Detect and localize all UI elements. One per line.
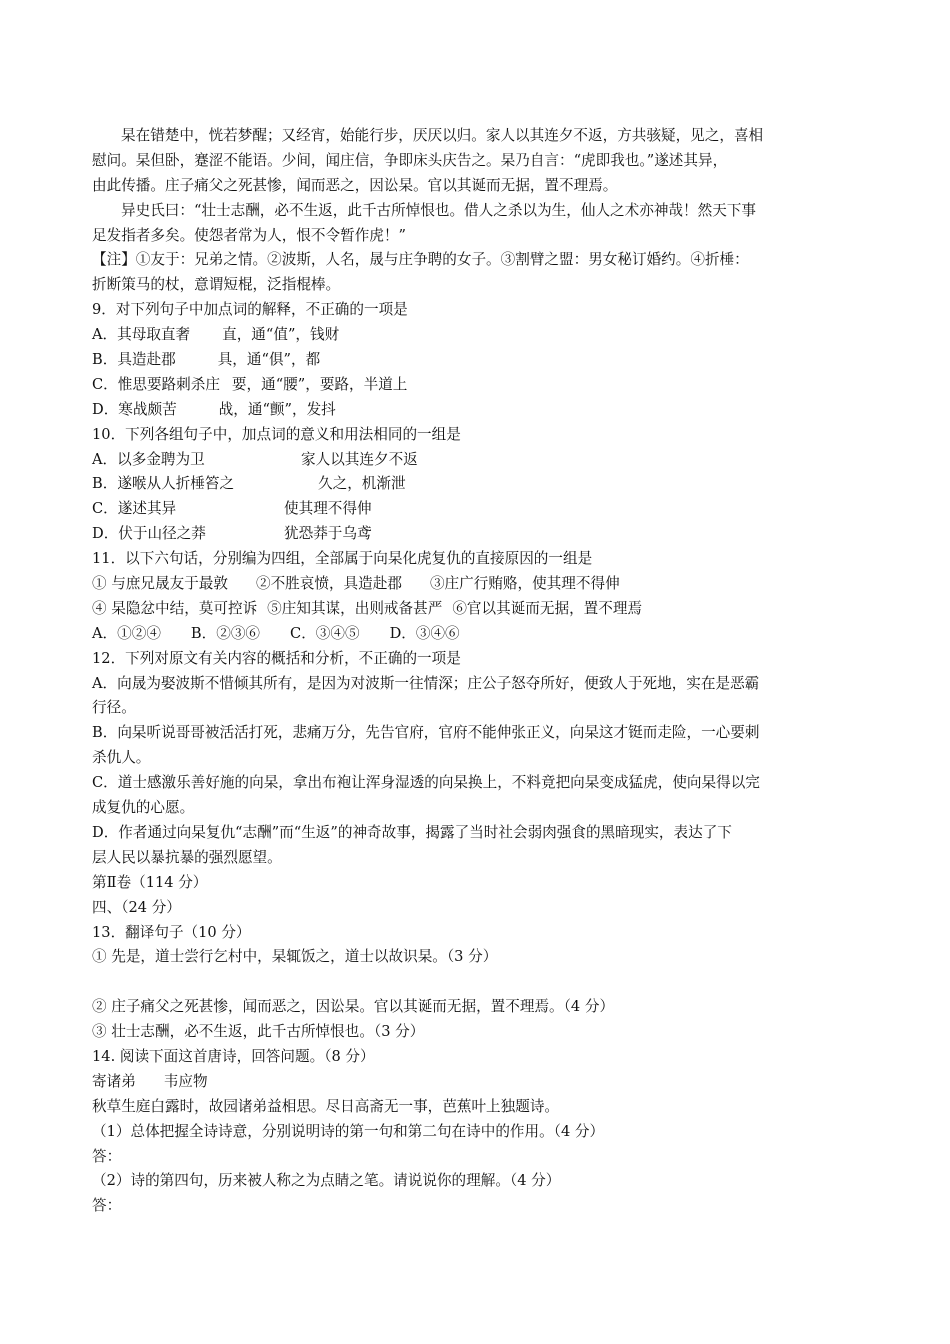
translate-sentence-1: ① 先是，道士尝行乞村中，杲辄饭之，道士以故识杲。（3 分） [92, 948, 498, 966]
statement: ③庄广行贿赂，使其理不得伸 [429, 575, 620, 593]
option-sentence: D．伏于山径之莽 [92, 525, 206, 543]
option-sentence-pair: 家人以其连夕不返 [301, 450, 418, 468]
question-stem: 10．下列各组句子中，加点词的意义和用法相同的一组是 [92, 425, 461, 443]
statement-row [92, 572, 860, 597]
option-a [92, 448, 860, 473]
question-13 [92, 921, 860, 1045]
translate-sentence-2: ② 庄子痛父之死甚惨，闻而恶之，因讼杲。官以其诞而无据，置不理焉。（4 分） [92, 998, 615, 1016]
option-d: D．作者通过向杲复仇“志酬”而“生返”的神奇故事，揭露了当时社会弱肉强食的黑暗现实，表达了下 [92, 823, 732, 841]
option-d [92, 398, 860, 423]
option-sentence-pair: 久之，机渐泄 [318, 475, 406, 493]
option-sentence-pair: 犹恐莽于乌鸢 [284, 525, 372, 543]
option-sentence: D．寒战颇苦 [92, 400, 177, 418]
option-explanation: 直，通“值”，钱财 [222, 326, 340, 344]
option-a-cont: 行径。 [92, 699, 136, 717]
poem-heading [92, 1070, 860, 1095]
option-c-cont: 成复仇的心愿。 [92, 799, 195, 817]
statement: ②不胜哀愤，具造赴郡 [255, 575, 402, 593]
passage-paragraph-2 [92, 199, 860, 249]
statement: ① 与庶兄晟友于最敦 [92, 575, 228, 593]
question-9 [92, 298, 860, 422]
answer-space [92, 970, 860, 995]
text-line: 折断策马的杖，意谓短棍，泛指棍棒。 [92, 276, 341, 294]
option-sentence: A．以多金聘为卫 [92, 450, 205, 468]
question-stem: 14. 阅读下面这首唐诗，回答问题。（8 分） [92, 1047, 375, 1065]
option-explanation: 具，通“俱”，都 [217, 351, 321, 369]
annotation-note [92, 248, 860, 298]
text-line: 杲在错楚中，恍若梦醒；又经宵，始能行步，厌厌以归。家人以其连夕不返，方共骇疑，见之，喜相 [121, 127, 764, 144]
exam-page [92, 124, 860, 1219]
option-d-cont: 层人民以暴抗暴的强烈愿望。 [92, 848, 282, 866]
part-heading: 四、（24 分） [92, 898, 181, 916]
text-line: 【注】①友于：兄弟之情。②波斯，人名，晟与庄争聘的女子。③割臂之盟：男女秘订婚约。④折棰： [92, 251, 749, 269]
statement: ⑥官以其诞而无据，置不理焉 [452, 599, 643, 617]
option-sentence: B．具造赴郡 [92, 351, 176, 369]
sub-question-2: （2）诗的第四句，历来被人称之为点睛之笔。请说说你的理解。（4 分） [92, 1172, 561, 1190]
option-explanation: 要，通“腰”，要路，半道上 [231, 375, 408, 393]
question-14 [92, 1045, 860, 1219]
translate-sentence-3: ③ 壮士志酬，必不生返，此千古所悼恨也。（3 分） [92, 1023, 425, 1041]
question-stem: 11．以下六句话，分别编为四组，全部属于向杲化虎复仇的直接原因的一组是 [92, 550, 593, 568]
question-stem: 13．翻译句子（10 分） [92, 923, 251, 941]
option-sentence-pair: 使其理不得伸 [284, 500, 372, 518]
text-line: 足发指者多矣。使怨者常为人，恨不令暂作虎！” [92, 226, 406, 244]
option-sentence: C．惟思要路刺杀庄 [92, 375, 220, 393]
choice: A．①②④ [92, 624, 161, 642]
text-line: 由此传播。庄子痛父之死甚惨，闻而恶之，因讼杲。官以其诞而无据，置不理焉。 [92, 176, 618, 194]
statement: ④ 杲隐忿中结，莫可控诉 [92, 599, 258, 617]
choice: D．③④⑥ [389, 624, 460, 642]
question-10 [92, 423, 860, 547]
statement-row [92, 597, 860, 622]
question-stem: 12．下列对原文有关内容的概括和分析，不正确的一项是 [92, 649, 461, 667]
poem-title: 寄诸弟 [92, 1072, 136, 1090]
text-line: 慰问。杲但卧，蹇涩不能语。少间，闻庄信，争即床头庆告之。杲乃自言：“虎即我也。”遂述其异， [92, 151, 728, 169]
choice: B．②③⑥ [190, 624, 261, 642]
poem-author: 韦应物 [163, 1072, 208, 1090]
poem-text: 秋草生庭白露时，故园诸弟益相思。尽日高斋无一事，芭蕉叶上独题诗。 [92, 1097, 560, 1115]
option-c [92, 497, 860, 522]
option-c: C．道士感激乐善好施的向杲，拿出布袍让浑身湿透的向杲换上，不料竟把向杲变成猛虎，使向杲得以完 [92, 774, 760, 792]
answer-choices [92, 622, 860, 647]
option-sentence: A．其母取直奢 [92, 326, 191, 344]
section-heading: 第Ⅱ卷（114 分） [92, 873, 208, 891]
question-12 [92, 647, 860, 871]
option-sentence: C．遂述其异 [92, 500, 177, 518]
statement: ⑤庄知其谋，出则戒备甚严 [267, 599, 443, 617]
answer-label: 答： [92, 1147, 122, 1165]
question-11 [92, 547, 860, 647]
option-sentence: B．遂喉从人折棰笞之 [92, 475, 235, 493]
choice: C．③④⑤ [290, 624, 360, 642]
option-b: B．向杲听说哥哥被活活打死，悲痛万分，先告官府，官府不能伸张正义，向杲这才铤而走险，一心要刺 [92, 724, 760, 742]
option-d [92, 522, 860, 547]
answer-label: 答： [92, 1197, 122, 1215]
passage-paragraph-1 [92, 124, 860, 199]
option-explanation: 战，通“颤”，发抖 [218, 400, 336, 418]
option-a [92, 323, 860, 348]
question-stem: 9．对下列句子中加点词的解释，不正确的一项是 [92, 301, 408, 319]
option-b-cont: 杀仇人。 [92, 749, 151, 767]
option-b [92, 348, 860, 373]
sub-question-1: （1）总体把握全诗诗意，分别说明诗的第一句和第二句在诗中的作用。（4 分） [92, 1122, 605, 1140]
option-b [92, 472, 860, 497]
text-line: 异史氏曰：“壮士志酬，必不生返，此千古所悼恨也。借人之杀以为生，仙人之术亦神哉！然天下事 [121, 201, 756, 219]
option-a: A．向晟为娶波斯不惜倾其所有，是因为对波斯一往情深；庄公子怒夺所好，便致人于死地，实在是恶霸 [92, 674, 760, 692]
option-c [92, 373, 860, 398]
